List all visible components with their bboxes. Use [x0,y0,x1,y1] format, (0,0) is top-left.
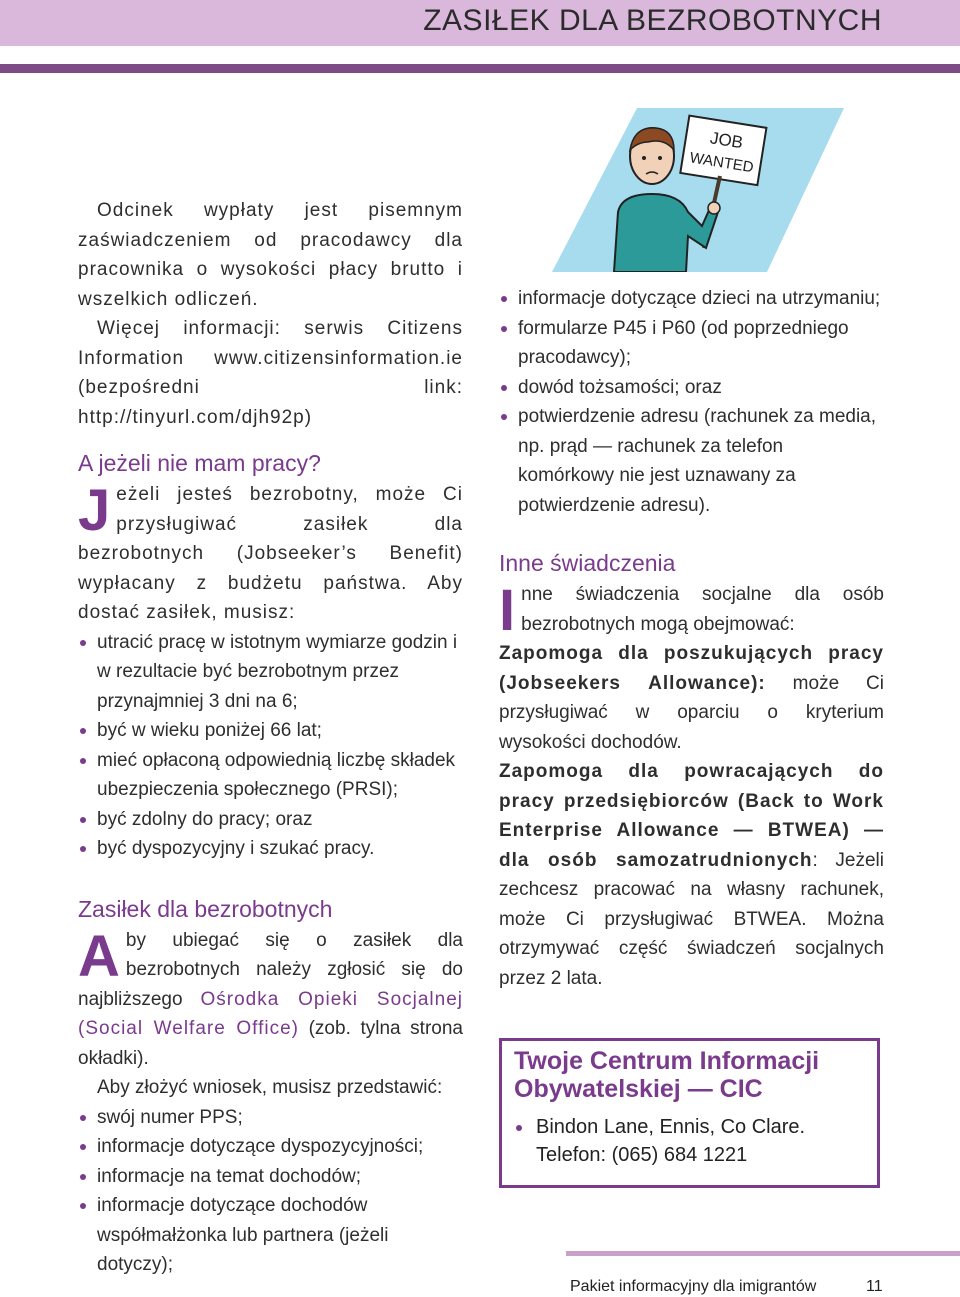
jobseekers-allowance-title: Zapomoga dla poszukujących pracy (Jobseekers Allowance): [499,643,884,694]
sign-text-job: JOB [708,128,745,153]
documents-list [78,1103,463,1280]
dropcap-i: I [499,578,516,643]
list-item: dowód tożsamości; oraz [499,373,884,403]
list-item: być zdolny do pracy; oraz [78,805,463,835]
dropcap-j: J [78,478,111,543]
cic-address: Bindon Lane, Ennis, Co Clare. [536,1116,806,1138]
jobseekers-allowance-paragraph [499,639,884,757]
application-intro: Aby złożyć wniosek, musisz przedstawić: [97,1077,443,1098]
man-holding-sign-icon [552,108,844,272]
jobseekers-allowance-text: może Ci przysługiwać w oparciu o kryterium wysokości dochodów. [499,672,884,753]
benefit-text-b: (zob. tylna strona okładki). [78,1018,463,1069]
list-item: formularze P45 i P60 (od poprzedniego pracodawcy); [499,314,884,373]
list-item: utracić pracę w istotnym wymiarze godzin i w rezultacie być bezrobotnym przez przynajmniej 3 dni na 6; [78,628,463,717]
cic-title-line-1: Twoje Centrum Informacji [514,1047,820,1075]
cic-title [514,1047,865,1103]
intro-paragraph-2 [78,314,463,432]
documents-list-continued [499,284,884,520]
cic-phone: Telefon: (065) 684 1221 [536,1144,748,1166]
cic-contact-item [514,1113,865,1169]
direct-link-text: (bezpośredni link: http://tinyurl.com/djh92p) [78,377,463,428]
more-info-text: Więcej informacji: serwis Citizens Information www.citizensinformation.ie [78,318,463,369]
list-item: być w wieku poniżej 66 lat; [78,716,463,746]
no-work-text: eżeli jesteś bezrobotny, może Ci przysługiwać zasiłek dla bezrobotnych (Jobseeker’s Benefit) wypłacany z budżetu państwa. Aby dostać zasiłek, musisz: [78,484,463,623]
btwea-text: : Jeżeli zechcesz pracować na własny rachunek, może Ci przysługiwać BTWEA. Można otrzymywać część świadczeń socjalnych przez 2 lata. [499,849,884,989]
list-item: potwierdzenie adresu (rachunek za media, np. prąd — rachunek za telefon komórkowy nie jest uznawany za potwierdzenie adresu). [499,402,884,520]
list-item: informacje dotyczące dochodów współmałżonka lub partnera (jeżeli dotyczy); [78,1191,463,1280]
page-number: 11 [866,1278,883,1295]
list-item: mieć opłaconą odpowiednią liczbę składek ubezpieczenia społecznego (PRSI); [78,746,463,805]
header-bar [0,64,960,73]
btwea-title: Zapomoga dla powracających do pracy przedsiębiorców (Back to Work Enterprise Allowance — BTWEA) — dla osób samozatrudnionych [499,761,884,871]
list-item: informacje na temat dochodów; [78,1162,463,1192]
section-paragraph-no-work [78,480,463,628]
requirements-list [78,628,463,864]
list-item: swój numer PPS; [78,1103,463,1133]
left-column [78,196,463,1280]
benefit-text-a: by ubiegać się o zasiłek dla bezrobotnych należy zgłosić się do najbliższego [78,929,463,1010]
cic-contact-list [514,1113,865,1169]
section-heading-no-work: A jeżeli nie mam pracy? [78,450,321,476]
page-title: ZASIŁEK DLA BEZROBOTNYCH [423,4,882,37]
section-paragraph-other-benefits [499,578,884,643]
list-item: być dyspozycyjny i szukać pracy. [78,834,463,864]
btwea-paragraph [499,757,884,993]
cic-title-line-2: Obywatelskiej — CIC [514,1075,763,1103]
sign-text-wanted: WANTED [688,149,755,177]
section-paragraph-benefit [78,923,464,1074]
footer-text: Pakiet informacyjny dla imigrantów [570,1278,817,1295]
cic-info-box [499,1038,880,1188]
dropcap-a: A [78,923,120,989]
other-benefits-text: nne świadczenia socjalne dla osób bezrobotnych mogą obejmować: [521,584,884,635]
intro-paragraph-1: Odcinek wypłaty jest pisemnym zaświadczeniem od pracodawcy dla pracownika o wysokości płacy brutto i wszelkich odliczeń. [78,200,463,310]
social-welfare-office-text: Ośrodka Opieki Socjalnej (Social Welfare Office) [78,988,464,1039]
section-heading-other-benefits: Inne świadczenia [499,550,676,576]
list-item: informacje dotyczące dzieci na utrzymaniu; [499,284,884,314]
list-item: informacje dotyczące dyspozycyjności; [78,1132,463,1162]
section-heading-benefit: Zasiłek dla bezrobotnych [78,895,333,922]
right-column [499,284,884,993]
footer-divider [566,1251,960,1256]
